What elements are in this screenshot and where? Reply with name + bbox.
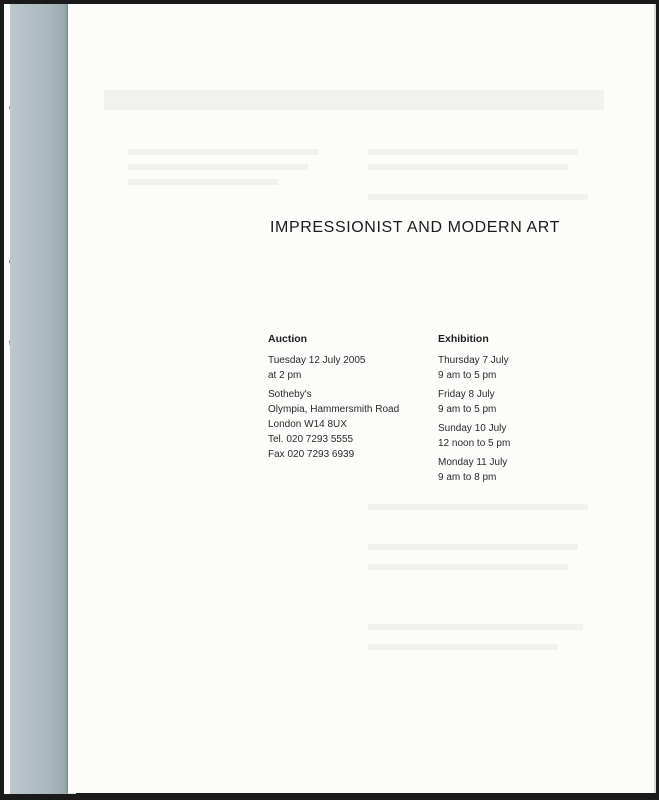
auction-heading: Auction <box>268 333 308 345</box>
show-through-text <box>368 504 588 510</box>
exhibition-day: Thursday 7 July <box>438 355 509 366</box>
exhibition-hours: 12 noon to 5 pm <box>438 438 511 449</box>
auction-postcode: London W14 8UX <box>268 419 347 430</box>
show-through-text <box>368 149 578 155</box>
exhibition-day: Monday 11 July <box>438 457 508 468</box>
show-through-text <box>128 179 278 185</box>
exhibition-day: Friday 8 July <box>438 389 495 400</box>
exhibition-details <box>438 332 510 485</box>
auction-date: Tuesday 12 July 2005 <box>268 355 366 366</box>
auction-telephone: Tel. 020 7293 5555 <box>268 434 354 445</box>
catalogue-page <box>68 4 654 793</box>
auction-time: at 2 pm <box>268 370 302 381</box>
show-through-text <box>368 624 583 630</box>
catalogue-spine <box>10 4 68 794</box>
exhibition-day: Sunday 10 July <box>438 423 507 434</box>
exhibition-hours: 9 am to 8 pm <box>438 472 497 483</box>
auction-venue: Sotheby's <box>268 389 312 400</box>
show-through-text <box>128 149 318 155</box>
exhibition-heading: Exhibition <box>438 333 489 345</box>
page-title: IMPRESSIONIST AND MODERN ART <box>270 219 561 236</box>
show-through-text <box>368 644 558 650</box>
auction-details <box>268 332 399 462</box>
show-through-text <box>368 194 588 200</box>
show-through-text <box>368 164 568 170</box>
show-through-text <box>128 164 308 170</box>
exhibition-hours: 9 am to 5 pm <box>438 370 497 381</box>
page-right-edge <box>654 4 656 793</box>
exhibition-hours: 9 am to 5 pm <box>438 404 497 415</box>
show-through-text <box>368 564 568 570</box>
show-through-text <box>104 90 604 110</box>
auction-address: Olympia, Hammersmith Road <box>268 404 400 415</box>
show-through-text <box>368 544 578 550</box>
auction-fax: Fax 020 7293 6939 <box>268 449 355 460</box>
